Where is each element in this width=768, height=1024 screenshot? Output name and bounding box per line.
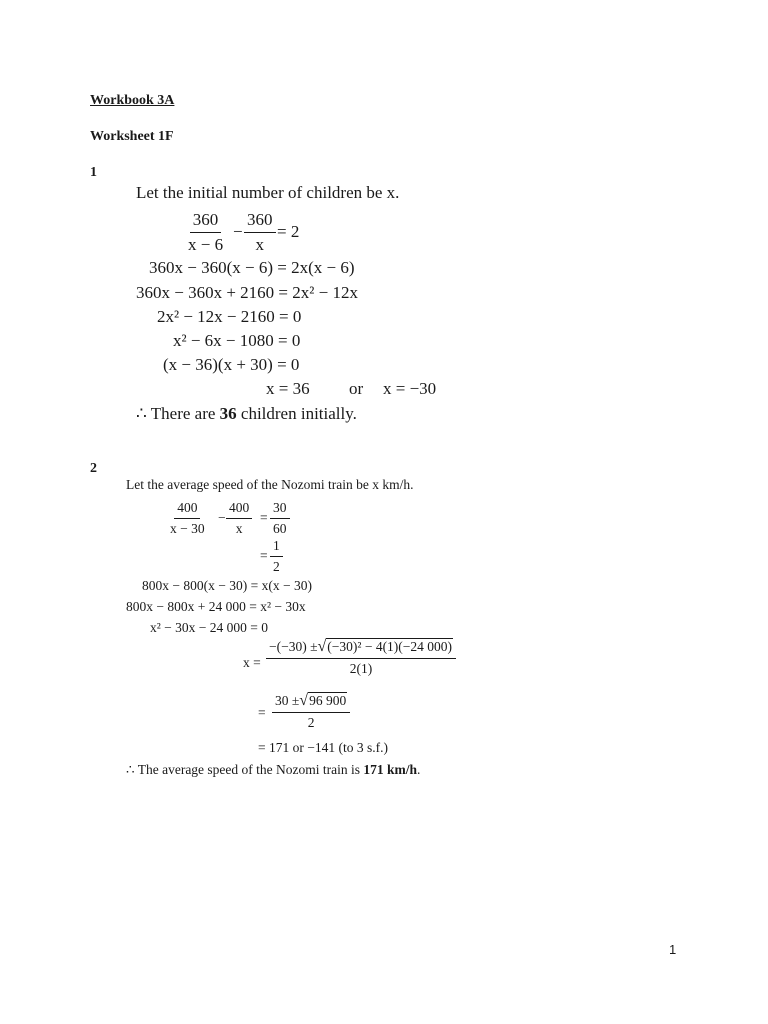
q2-intro: Let the average speed of the Nozomi train be x km/h. bbox=[126, 477, 414, 492]
question-1-number: 1 bbox=[90, 165, 97, 180]
q2-quadratic-radicand: (−30)² − 4(1)(−24 000) bbox=[327, 639, 453, 654]
q2-simplified-denominator: 2 bbox=[307, 715, 315, 730]
q2-equals-2: = bbox=[260, 548, 268, 563]
q1-line-6: (x − 36)(x + 30) = 0 bbox=[163, 355, 300, 374]
q2-conclusion-prefix: ∴ The average speed of the Nozomi train is bbox=[126, 762, 364, 777]
worksheet-title: Worksheet 1F bbox=[90, 129, 174, 144]
workbook-title: Workbook 3A bbox=[90, 93, 175, 108]
q2-line-3: 800x − 800(x − 30) = x(x − 30) bbox=[142, 578, 312, 593]
q1-root-b: x = −30 bbox=[383, 379, 437, 398]
q1-fraction-a bbox=[188, 210, 223, 255]
q2-simplified-numerator-prefix: 30 ± bbox=[275, 693, 300, 708]
q1-line-4: 2x² − 12x − 2160 = 0 bbox=[157, 307, 302, 326]
q2-fraction-a-numerator: 400 bbox=[174, 500, 200, 519]
q2-quadratic-simplified bbox=[272, 692, 350, 731]
q2-fraction-half bbox=[270, 538, 283, 575]
q2-quadratic-numerator bbox=[266, 638, 456, 659]
q2-fraction-a-denominator: x − 30 bbox=[170, 521, 205, 536]
q2-fraction-c bbox=[270, 500, 290, 537]
q2-quadratic-formula bbox=[266, 638, 456, 677]
sqrt-icon: √ bbox=[299, 692, 309, 709]
q2-fraction-c-denominator: 60 bbox=[273, 521, 287, 536]
q2-answer: 171 km/h bbox=[363, 762, 418, 777]
question-2-number: 2 bbox=[90, 461, 97, 476]
page-number: 1 bbox=[669, 942, 677, 957]
q1-fraction-a-denominator: x − 6 bbox=[188, 235, 224, 254]
q1-root-a: x = 36 bbox=[266, 379, 310, 398]
q1-fraction-a-numerator: 360 bbox=[190, 210, 222, 233]
q1-conclusion bbox=[136, 404, 357, 424]
q2-fraction-c-numerator: 30 bbox=[270, 500, 290, 519]
q2-equals-1: = bbox=[260, 510, 268, 525]
q1-intro: Let the initial number of children be x. bbox=[136, 183, 400, 202]
q2-line-5: x² − 30x − 24 000 = 0 bbox=[150, 620, 269, 635]
q2-equals-3: = bbox=[258, 705, 266, 720]
q2-line-8: = 171 or −141 (to 3 s.f.) bbox=[258, 740, 388, 755]
q1-line-3: 360x − 360x + 2160 = 2x² − 12x bbox=[136, 283, 358, 302]
q1-conclusion-suffix: children initially. bbox=[236, 404, 357, 423]
q2-quadratic-numerator-prefix: −(−30) ± bbox=[269, 639, 318, 654]
q2-simplified-numerator bbox=[272, 692, 350, 713]
q1-fraction-b bbox=[244, 210, 276, 255]
q2-quadratic-denominator: 2(1) bbox=[349, 661, 373, 676]
q1-line-5: x² − 6x − 1080 = 0 bbox=[173, 331, 301, 350]
q1-minus: − bbox=[233, 222, 243, 241]
q2-quadratic-lhs: x = bbox=[243, 655, 261, 670]
q1-fraction-b-numerator: 360 bbox=[244, 210, 276, 233]
q1-or: or bbox=[349, 379, 364, 398]
q2-fraction-b-numerator: 400 bbox=[226, 500, 252, 519]
q2-conclusion-suffix: . bbox=[417, 762, 421, 777]
q2-line-4: 800x − 800x + 24 000 = x² − 30x bbox=[126, 599, 306, 614]
q2-minus: − bbox=[218, 510, 226, 525]
q1-line-2: 360x − 360(x − 6) = 2x(x − 6) bbox=[149, 258, 355, 277]
q1-rhs: = 2 bbox=[277, 222, 300, 241]
q2-conclusion bbox=[126, 762, 420, 778]
q2-fraction-a bbox=[170, 500, 205, 537]
q2-fraction-half-numerator: 1 bbox=[270, 538, 283, 557]
q2-fraction-half-denominator: 2 bbox=[273, 559, 280, 574]
q2-simplified-radicand: 96 900 bbox=[309, 693, 347, 708]
q2-fraction-b bbox=[226, 500, 252, 537]
q1-answer: 36 bbox=[219, 404, 237, 423]
q1-conclusion-prefix: ∴ There are bbox=[136, 404, 220, 423]
q1-fraction-b-denominator: x bbox=[255, 235, 264, 254]
sqrt-icon: √ bbox=[317, 638, 327, 655]
q2-fraction-b-denominator: x bbox=[235, 521, 243, 536]
